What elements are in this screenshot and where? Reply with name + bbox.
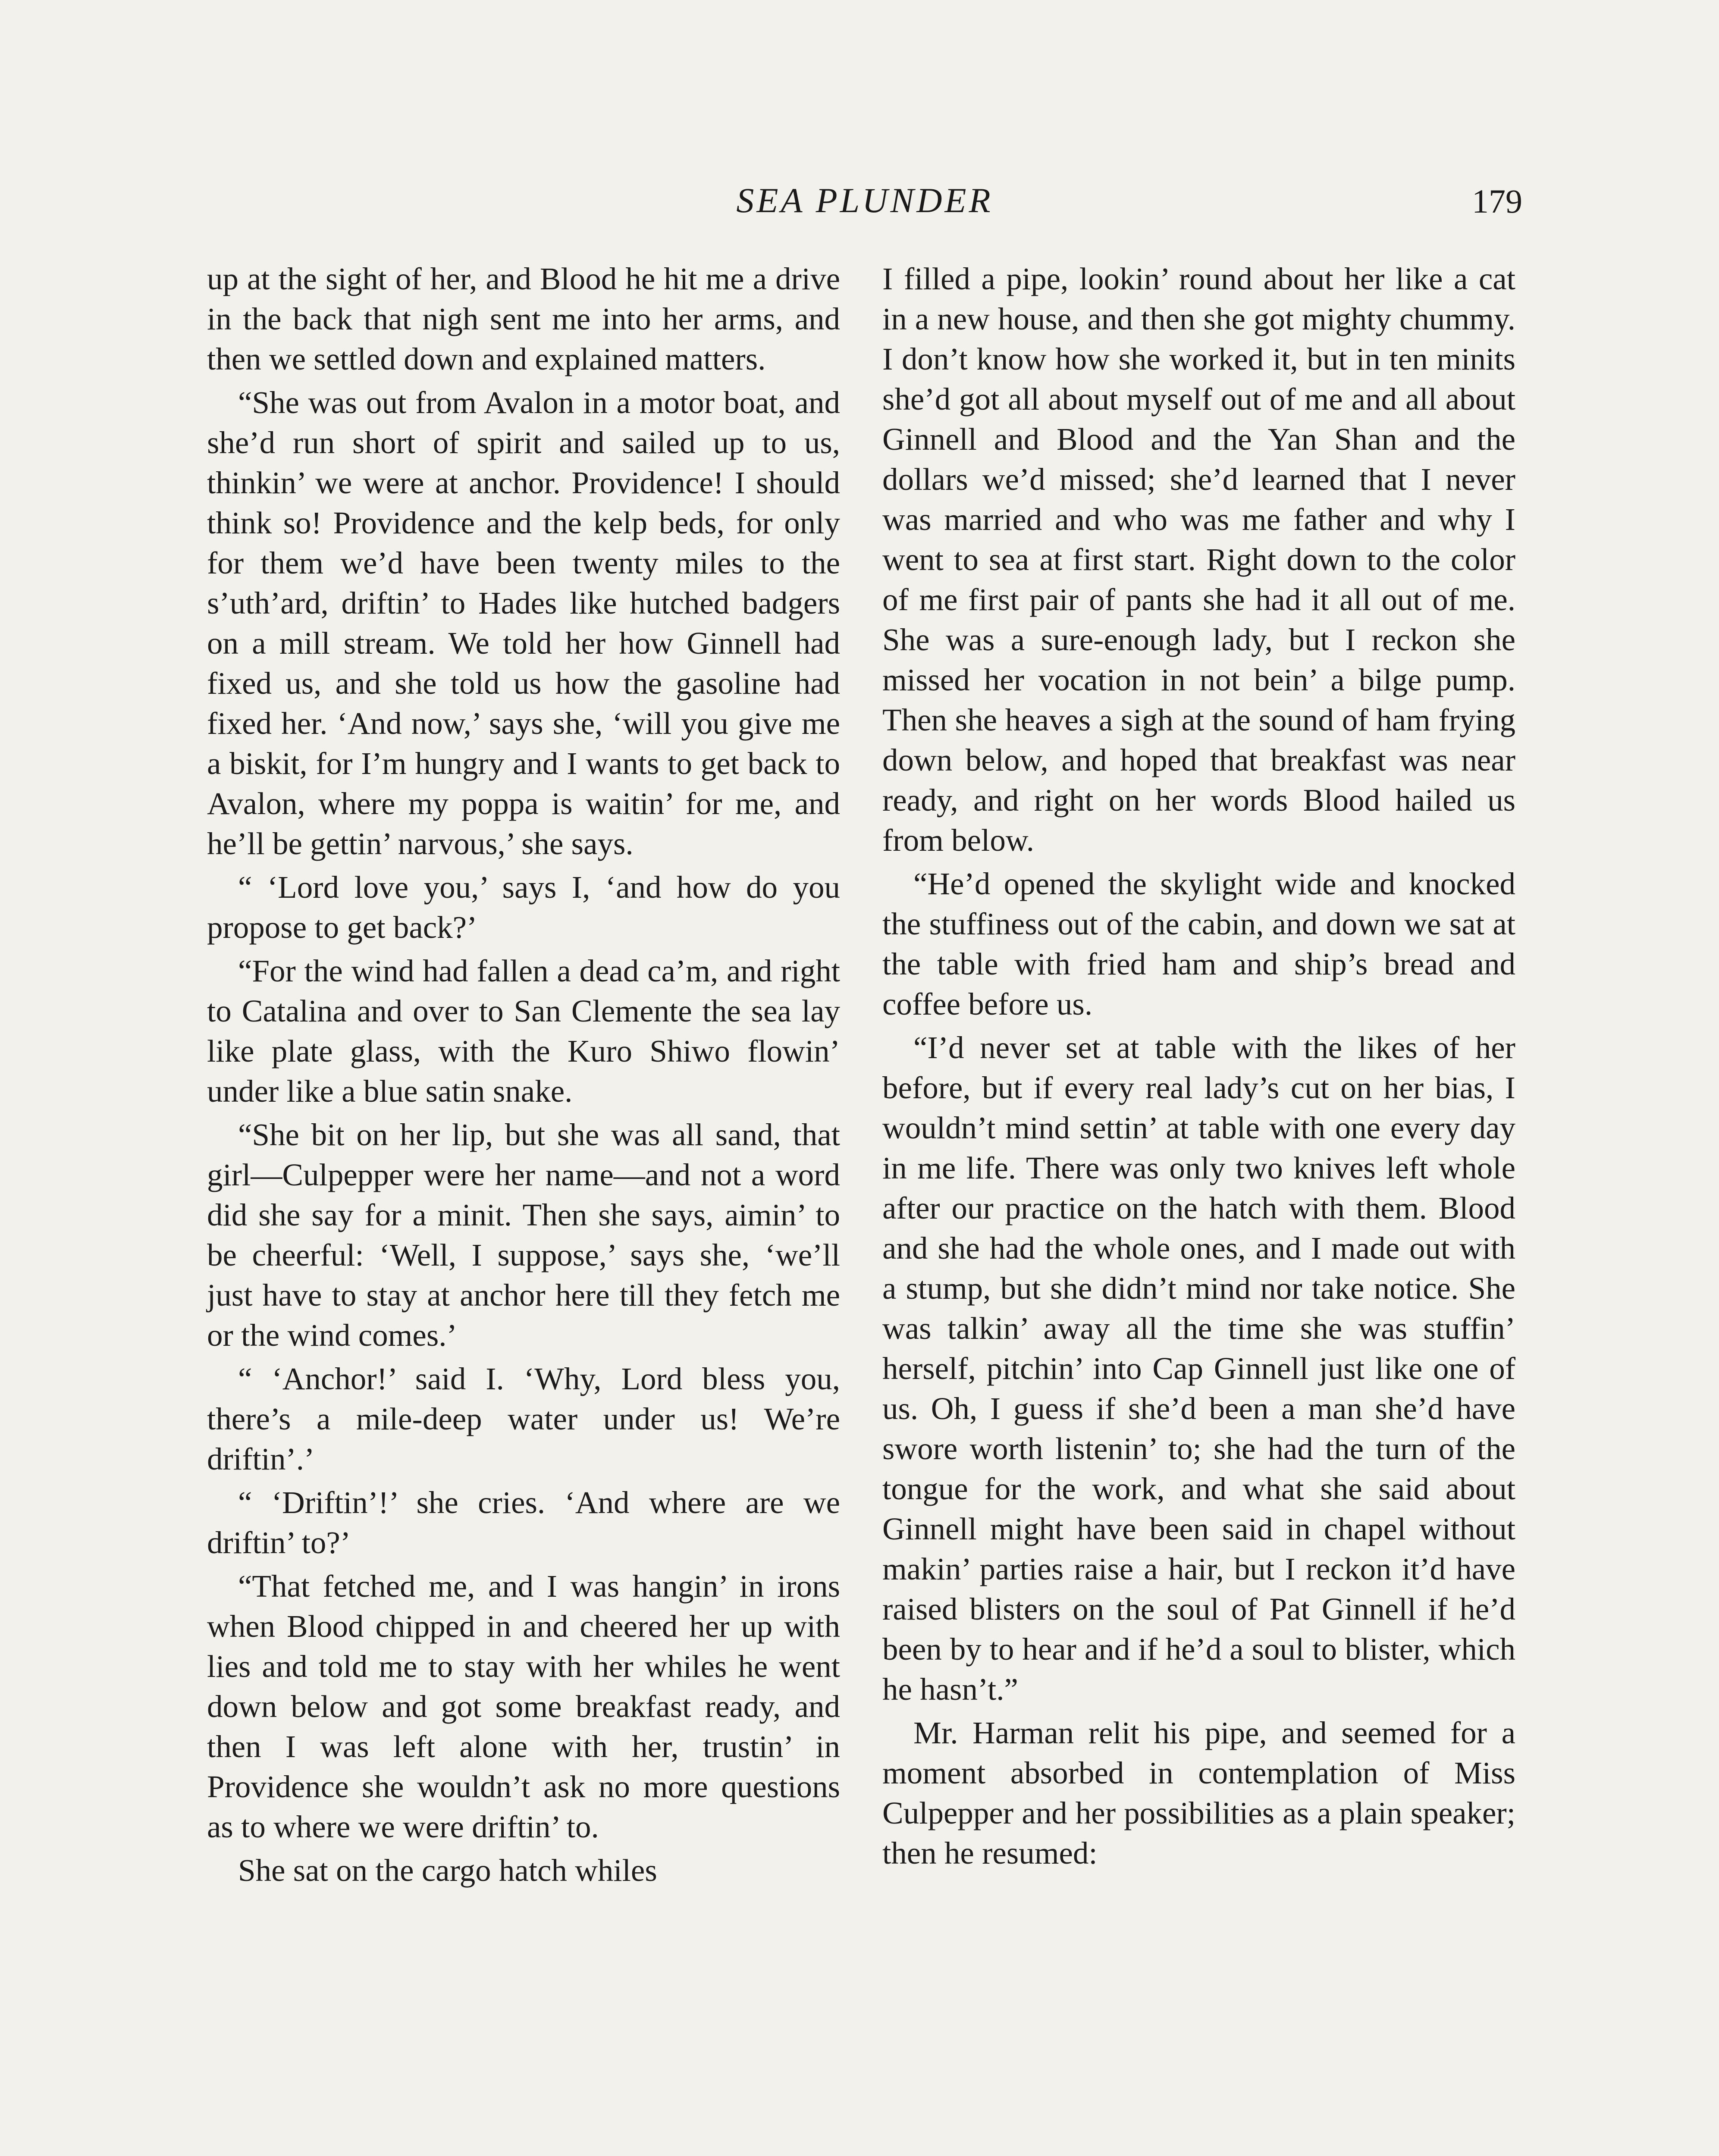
paragraph: “ ‘Anchor!’ said I. ‘Why, Lord bless you, there’s a mile-deep water under us! We’re driftin’.’ xyxy=(207,1361,840,1476)
paragraph: “She bit on her lip, but she was all sand, that girl—Culpepper were her name—and not a word did she say for a minit. Then she says, aimin’ to be cheerful: ‘Well, I suppose,’ says she, ‘we’ll just have to stay at anchor here till they fetch me or the wind comes.’ xyxy=(207,1117,840,1353)
page-number: 179 xyxy=(1472,182,1522,220)
paragraph: “I’d never set at table with the likes of her before, but if every real lady’s cut on her bias, I wouldn’t mind settin’ at table with one every day in me life. There was only two knives left whole after our practice on the hatch with them. Blood and she had the whole ones, and I made out with a stump, but she didn’t mind nor take notice. She was talkin’ away all the time she was stuffin’ herself, pitchin’ into Cap Ginnell just like one of us. Oh, I guess if she’d been a man she’d have swore worth listenin’ to; she had the turn of the tongue for the work, and what she said about Ginnell might have been said in chapel without makin’ parties raise a hair, but I reckon it’d have raised blisters on the soul of Pat Ginnell if he’d been by to hear and if he’d a soul to blister, which he hasn’t.” xyxy=(882,1030,1515,1707)
paragraph: “That fetched me, and I was hangin’ in irons when Blood chipped in and cheered her up with lies and told me to stay with her whiles he went down below and got some breakfast ready, and then I was left alone with her, trustin’ in Providence she wouldn’t ask no more questions as to where we were driftin’ to. xyxy=(207,1569,840,1844)
running-title: SEA PLUNDER xyxy=(736,181,993,220)
paragraph: “ ‘Driftin’!’ she cries. ‘And where are we driftin’ to?’ xyxy=(207,1485,840,1560)
paragraph: She sat on the cargo hatch whiles xyxy=(238,1853,657,1888)
paragraph: “ ‘Lord love you,’ says I, ‘and how do you propose to get back?’ xyxy=(207,870,840,945)
paragraph: Mr. Harman relit his pipe, and seemed for a moment absorbed in contemplation of Miss Culpepper and her possibilities as a plain speaker; then he resumed: xyxy=(882,1715,1515,1871)
paragraph: “For the wind had fallen a dead ca’m, and right to Catalina and over to San Clemente the sea lay like plate glass, with the Kuro Shiwo flowin’ under like a blue satin snake. xyxy=(207,953,840,1109)
right-column xyxy=(882,259,1515,1873)
paragraph: “He’d opened the skylight wide and knocked the stuffiness out of the cabin, and down we sat at the table with fried ham and ship’s bread and coffee before us. xyxy=(882,866,1515,1022)
running-head xyxy=(207,180,1522,232)
paragraph: I filled a pipe, lookin’ round about her like a cat in a new house, and then she got mighty chummy. I don’t know how she worked it, but in ten minits she’d got all about myself out of me and all about Ginnell and Blood and the Yan Shan and the dollars we’d missed; she’d learned that I never was married and who was me father and why I went to sea at first start. Right down to the color of me first pair of pants she had it all out of me. She was a sure-enough lady, but I reckon she missed her vocation in not bein’ a bilge pump. Then she heaves a sigh at the sound of ham frying down below, and hoped that breakfast was near ready, and right on her words Blood hailed us from below. xyxy=(882,261,1515,858)
left-column xyxy=(207,259,840,1890)
paragraph: “She was out from Avalon in a motor boat, and she’d run short of spirit and sailed up to us, thinkin’ we were at anchor. Providence! I should think so! Providence and the kelp beds, for only for them we’d have been twenty miles to the s’uth’ard, driftin’ to Hades like hutched badgers on a mill stream. We told her how Ginnell had fixed us, and she told us how the gasoline had fixed her. ‘And now,’ says she, ‘will you give me a biskit, for I’m hungry and I wants to get back to Avalon, where my poppa is waitin’ for me, and he’ll be gettin’ narvous,’ she says. xyxy=(207,385,840,861)
paragraph: up at the sight of her, and Blood he hit me a drive in the back that nigh sent me into her arms, and then we settled down and explained matters. xyxy=(207,261,840,376)
